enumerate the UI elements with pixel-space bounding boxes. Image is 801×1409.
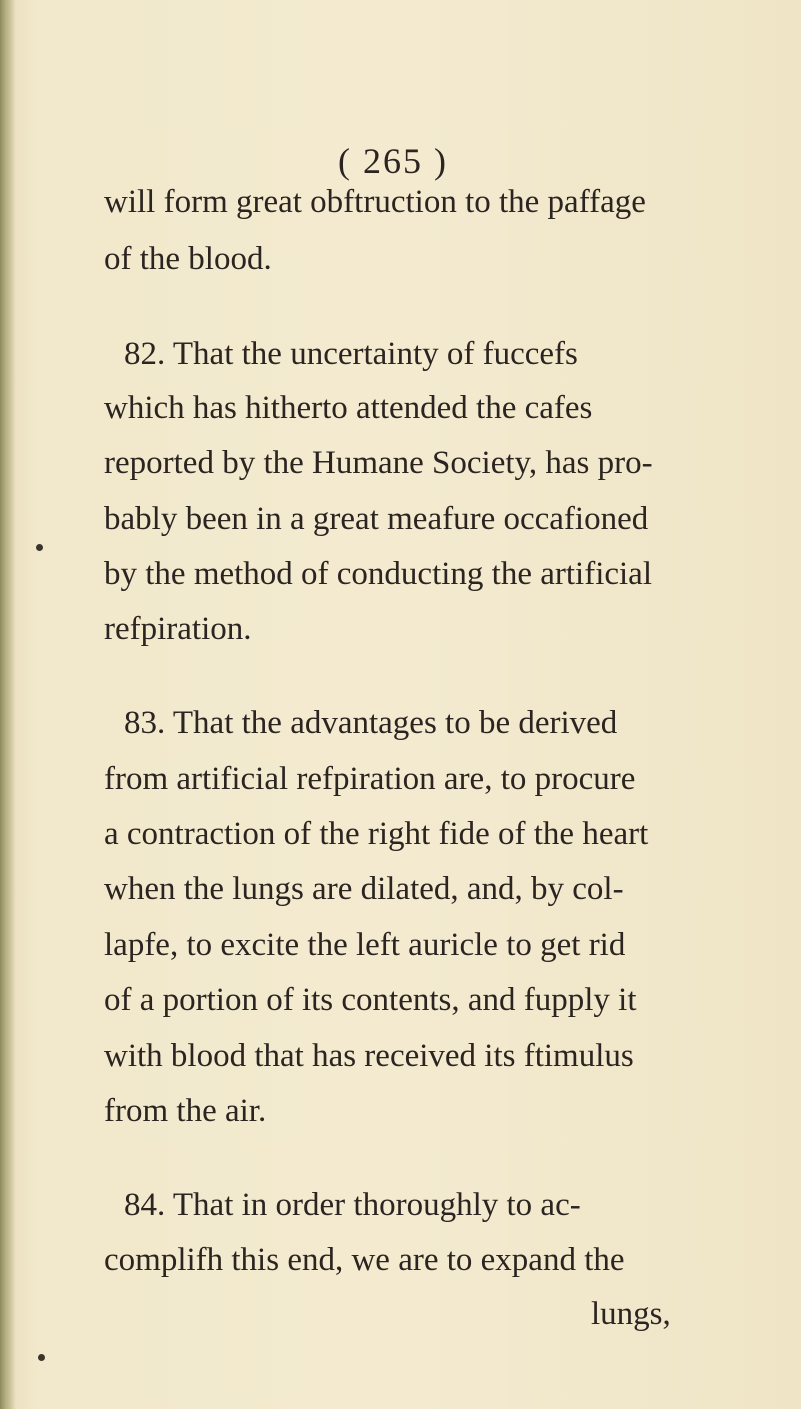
- text-line: of the blood.: [104, 241, 272, 277]
- text-line: of a portion of its contents, and fupply it: [104, 982, 637, 1018]
- text-line: 83. That the advantages to be derived: [124, 705, 618, 741]
- text-line: by the method of conducting the artificial: [104, 556, 652, 592]
- page-number: ( 265 ): [338, 141, 448, 181]
- text-line: a contraction of the right fide of the heart: [104, 816, 649, 852]
- text-line: refpiration.: [104, 611, 252, 647]
- book-spine-shadow: [0, 0, 16, 1409]
- text-line: lapfe, to excite the left auricle to get rid: [104, 927, 626, 963]
- text-line: bably been in a great meafure occafioned: [104, 501, 649, 537]
- text-line: complifh this end, we are to expand the: [104, 1242, 625, 1278]
- catchword: lungs,: [591, 1296, 671, 1332]
- text-line: reported by the Humane Society, has pro-: [104, 445, 653, 481]
- text-line: when the lungs are dilated, and, by col-: [104, 871, 624, 907]
- text-line: 82. That the uncertainty of fuccefs: [124, 336, 578, 372]
- ink-spot: [38, 1354, 45, 1361]
- text-line: from artificial refpiration are, to procure: [104, 761, 636, 797]
- text-line: will form great obftruction to the paffage: [104, 184, 646, 220]
- text-line: which has hitherto attended the cafes: [104, 390, 593, 426]
- ink-spot: [36, 544, 43, 551]
- text-line: 84. That in order thoroughly to ac-: [124, 1187, 581, 1223]
- text-line: from the air.: [104, 1093, 267, 1129]
- text-line: with blood that has received its ftimulus: [104, 1038, 634, 1074]
